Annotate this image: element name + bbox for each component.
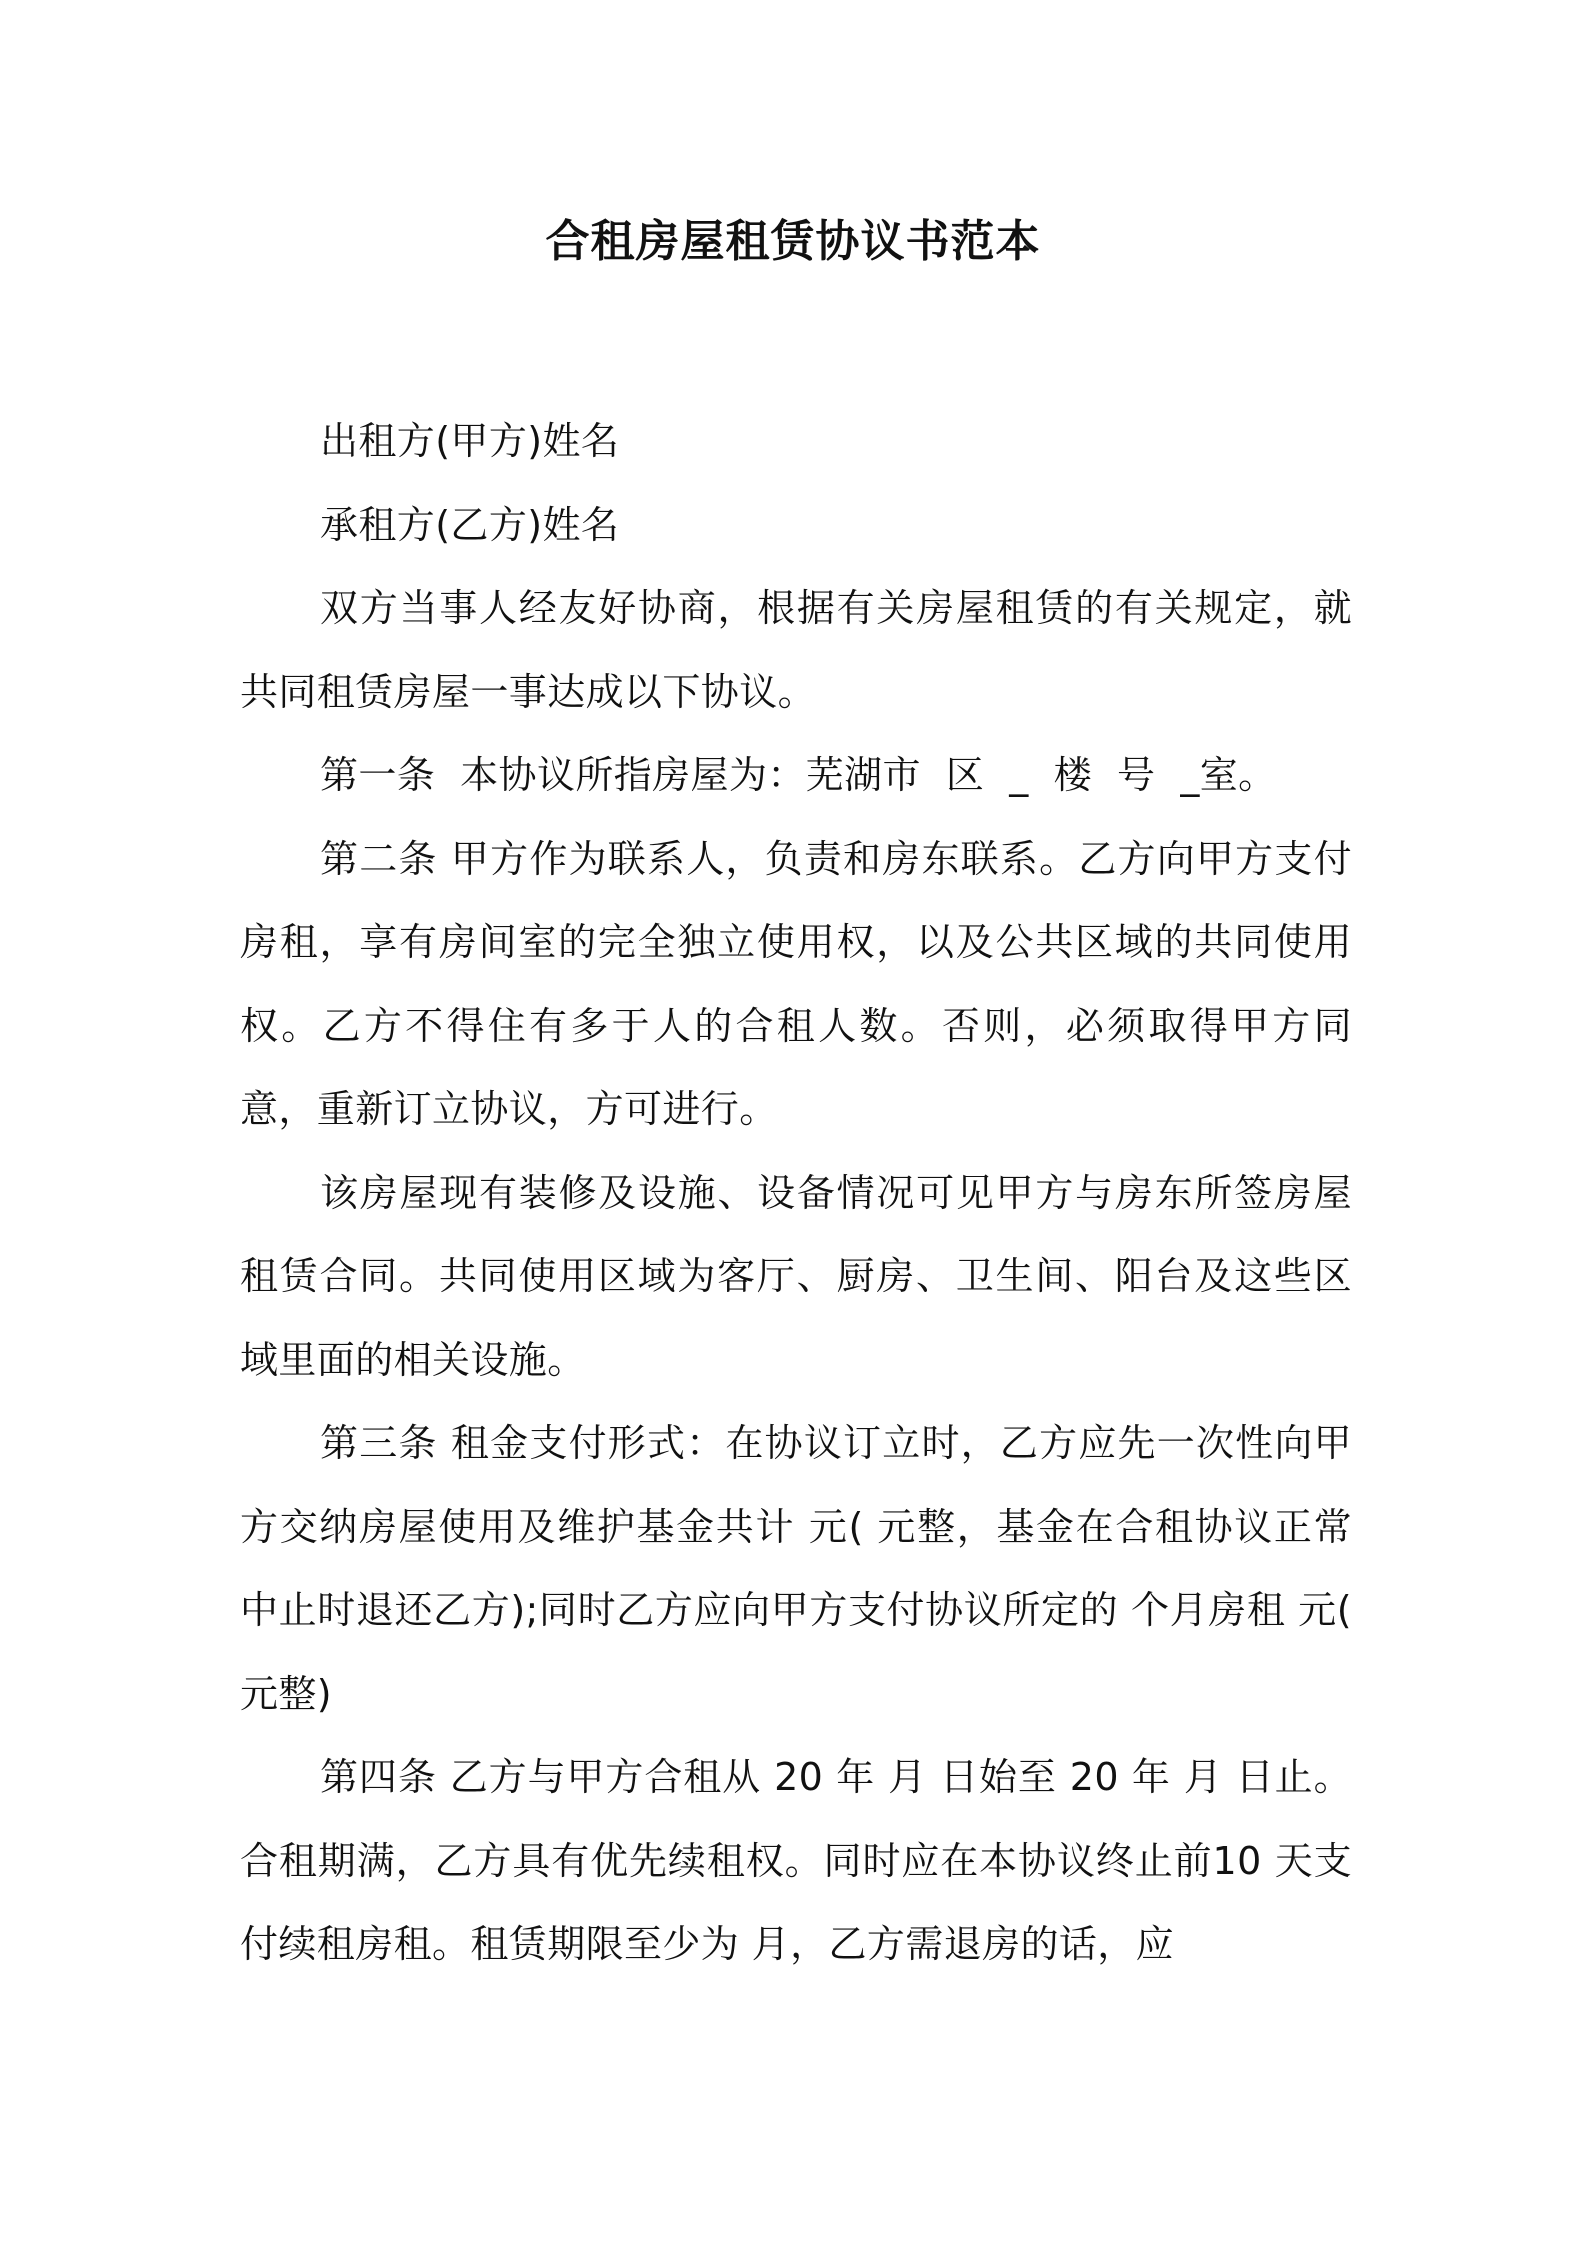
preamble-paragraph: 双方当事人经友好协商，根据有关房屋租赁的有关规定，就共同租赁房屋一事达成以下协议。 bbox=[240, 586, 1352, 714]
article-4-paragraph: 第四条 乙方与甲方合租从 20 年 月 日始至 20 年 月 日止。合租期满，乙方具有优先续租权。同时应在本协议终止前10 天支付续租房租。租赁期限至少为 月，乙方需退房的话，应 bbox=[240, 1755, 1352, 1966]
lessor-name-line: 出租方(甲方)姓名 bbox=[320, 419, 620, 463]
article-1-paragraph: 第一条 本协议所指房屋为：芜湖市 区 _ 楼 号 _室。 bbox=[320, 753, 1277, 797]
article-2-paragraph: 第二条 甲方作为联系人，负责和房东联系。乙方向甲方支付房租，享有房间室的完全独立使用权，以及公共区域的共同使用权。乙方不得住有多于人的合租人数。否则，必须取得甲方同意，重新订立协议，方可进行。 bbox=[240, 836, 1352, 1131]
document-title: 合租房屋租赁协议书范本 bbox=[545, 216, 1041, 267]
article-3-paragraph: 第三条 租金支付形式：在协议订立时，乙方应先一次性向甲方交纳房屋使用及维护基金共计 元( 元整，基金在合租协议正常中止时退还乙方);同时乙方应向甲方支付协议所定的 个月房租 元( 元整) bbox=[240, 1421, 1352, 1716]
document-body bbox=[240, 400, 1352, 1987]
lessee-name-line: 承租方(乙方)姓名 bbox=[320, 502, 620, 547]
facilities-paragraph: 该房屋现有装修及设施、设备情况可见甲方与房东所签房屋租赁合同。共同使用区域为客厅、厨房、卫生间、阳台及这些区域里面的相关设施。 bbox=[240, 1170, 1352, 1382]
